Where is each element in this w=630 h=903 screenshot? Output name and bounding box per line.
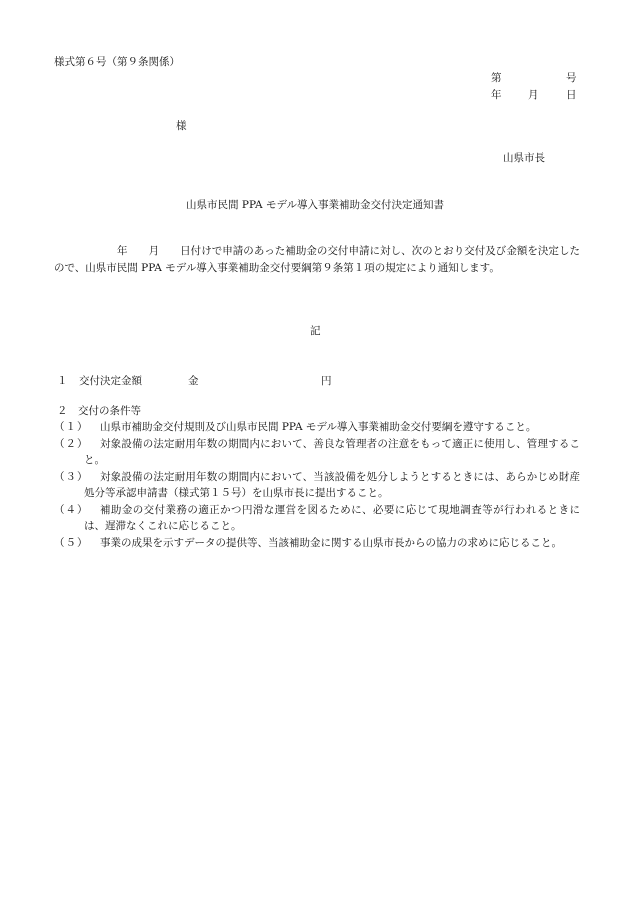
body-paragraph: 年 月 日付けで申請のあった補助金の交付申請に対し、次のとおり交付及び金額を決定したので、山県市民間 PPA モデル導入事業補助金交付要綱第９条第１項の規定により通知します。 [54, 245, 580, 274]
condition-item [54, 469, 580, 502]
condition-text: 補助金の交付業務の適正かつ円滑な運営を図るために、必要に応じて現地調査等が行われるときには、遅滞なくこれに応じること。 [84, 503, 580, 532]
condition-text: 対象設備の法定耐用年数の期間内において、当該設備を処分しようとするときには、あらかじめ財産処分等承認申請書（様式第１５号）を山県市長に提出すること。 [84, 470, 580, 499]
amount-unit: 円 [321, 375, 332, 387]
conditions-heading: ２ 交付の条件等 [57, 405, 141, 417]
condition-item [54, 502, 580, 535]
date-day-label: 日 [566, 89, 577, 101]
date-year-label: 年 [491, 89, 502, 101]
amount-prefix: 金 [188, 375, 199, 387]
ki-marker: 記 [310, 325, 321, 337]
document-title: 山県市民間 PPA モデル導入事業補助金交付決定通知書 [186, 199, 444, 211]
document-number-suffix: 号 [566, 72, 577, 84]
condition-number: （５） [54, 536, 89, 549]
condition-number: （４） [54, 503, 89, 516]
conditions-list [54, 419, 580, 551]
condition-text: 山県市補助金交付規則及び山県市民間 PPA モデル導入事業補助金交付要綱を遵守すること。 [100, 421, 537, 433]
date-month-label: 月 [528, 89, 539, 101]
document-number-label: 第 [491, 72, 502, 84]
form-number: 様式第６号（第９条関係） [54, 56, 180, 68]
addressee-honorific: 様 [176, 120, 187, 132]
condition-item [54, 535, 580, 552]
condition-item [54, 436, 580, 469]
condition-number: （２） [54, 437, 89, 450]
condition-text: 事業の成果を示すデータの提供等、当該補助金に関する山県市長からの協力の求めに応じること。 [100, 536, 562, 549]
sender-name: 山県市長 [503, 152, 545, 164]
condition-number: （３） [54, 470, 89, 483]
condition-item [54, 419, 580, 436]
condition-text: 対象設備の法定耐用年数の期間内において、善良な管理者の注意をもって適正に使用し、管理すること。 [84, 437, 580, 466]
condition-number: （１） [54, 421, 89, 433]
grant-amount-label: 交付決定金額 [79, 375, 142, 387]
item1-number: １ [57, 375, 68, 387]
